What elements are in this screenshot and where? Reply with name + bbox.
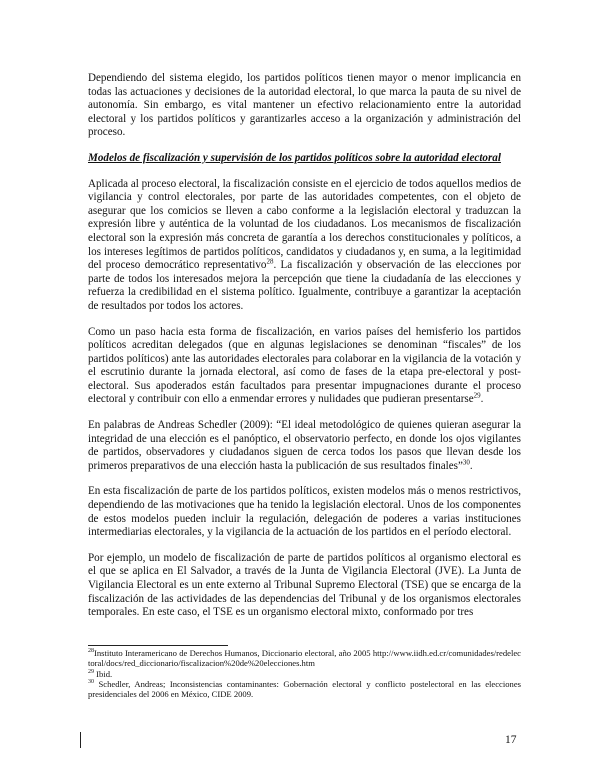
- paragraph-3: Como un paso hacia esta forma de fiscalización, en varios países del hemisferio los partidos políticos acreditan delegados (que en algunas legislaciones se denominan “fiscales” de los partidos políticos) ante las autoridades electorales para colaborar en la vigilancia de la votación y el escrutinio durante la jornada electoral, así como de fases de la etapa pre-electoral y post-electoral. Sus apoderados están facultados para presentar impugnaciones durante el proceso electoral y contribuir con ello a enmendar errores y nulidades que pudieran presentarse$^{29}$.: [88, 325, 521, 406]
- page-number: 17: [505, 734, 517, 746]
- footnote-29: $^{29}$ Ibid.: [88, 668, 113, 679]
- footnotes: [88, 645, 521, 699]
- paragraph-1: Dependiendo del sistema elegido, los partidos políticos tienen mayor o menor implicancia en todas las actuaciones y decisiones de la autoridad electoral, lo que marca la pauta de su nivel de autonomía. Sin embargo, es vital mantener un efectivo relacionamiento entre la autoridad electoral y los partidos políticos y garantizarles acceso a la organización y administración del proceso.: [88, 72, 521, 139]
- footnote-30: $^{30}$ Schedler, Andreas; Inconsistencias contaminantes: Gobernación electoral y conflicto postelectoral en las elecciones presidenciales del 2006 en México, CIDE 2009.: [88, 678, 521, 700]
- footnote-ref-28[interactable]: 28: [266, 257, 274, 266]
- paragraph-2: Aplicada al proceso electoral, la fiscalización consiste en el ejercicio de todos aquellos medios de vigilancia y control electorales, por parte de las autoridades competentes, con el objeto de asegurar que los comicios se lleven a cabo conforme a la legislación electoral y traduzcan la expresión libre y auténtica de la voluntad de los ciudadanos. Los mecanismos de fiscalización electoral son la expresión más concreta de garantía a los derechos constitucionales y políticos, a los intereses legítimos de partidos políticos, candidatos y ciudadanos y, en suma, a la legitimidad del proceso democrático representativo$^{28}$. La fiscalización y observación de las elecciones por parte de todos los interesados mejora la percepción que tiene la ciudadanía de las elecciones y refuerza la credibilidad en el sistema político. Igualmente, contribuye a garantizar la aceptación de resultados por todos los actores.: [88, 177, 521, 312]
- margin-bar: [80, 732, 81, 748]
- footnote-ref-30[interactable]: 30: [462, 458, 470, 467]
- paragraph-6: Por ejemplo, un modelo de fiscalización de parte de partidos políticos al organismo electoral es el que se aplica en El Salvador, a través de la Junta de Vigilancia Electoral (JVE). La Junta de Vigilancia Electoral es un ente externo al Tribunal Supremo Electoral (TSE) que se encarga de la fiscalización de las actividades de las dependencias del Tribunal y de los organismos electorales temporales. En este caso, el TSE es un organismo electoral mixto, conformado por tres: [88, 551, 521, 619]
- paragraph-5: En esta fiscalización de parte de los partidos políticos, existen modelos más o menos restrictivos, dependiendo de las motivaciones que ha tenido la legislación electoral. Unos de los componentes de estos modelos pueden incluir la regulación, delegación de poderes a varias instituciones intermediarias electorales, y la vigilancia de la actuación de los partidos en el período electoral.: [88, 485, 521, 539]
- section-heading: Modelos de fiscalización y supervisión de los partidos políticos sobre la autoridad electoral: [88, 151, 501, 164]
- footnote-ref-29[interactable]: 29: [473, 391, 481, 400]
- body-text: [88, 72, 521, 632]
- paragraph-4: En palabras de Andreas Schedler (2009): “El ideal metodológico de quienes quieran asegurar la integridad de una elección es el panóptico, el observatorio perfecto, en donde los ojos vigilantes de partidos, observadores y ciudadanos siguen de cerca todos los pasos que llevan desde los primeros preparativos de una elección hasta la publicación de sus resultados finales”$^{30}$.: [88, 419, 521, 472]
- footnote-divider: [88, 645, 228, 646]
- footnote-28: $^{28}$Instituto Interamericano de Derechos Humanos, Diccionario electoral, año 2005 http://www.iidh.ed.cr/comunidades/redelectoral/docs/red_diccionario/fiscalizacion%20de%20elecciones.htm: [88, 648, 521, 669]
